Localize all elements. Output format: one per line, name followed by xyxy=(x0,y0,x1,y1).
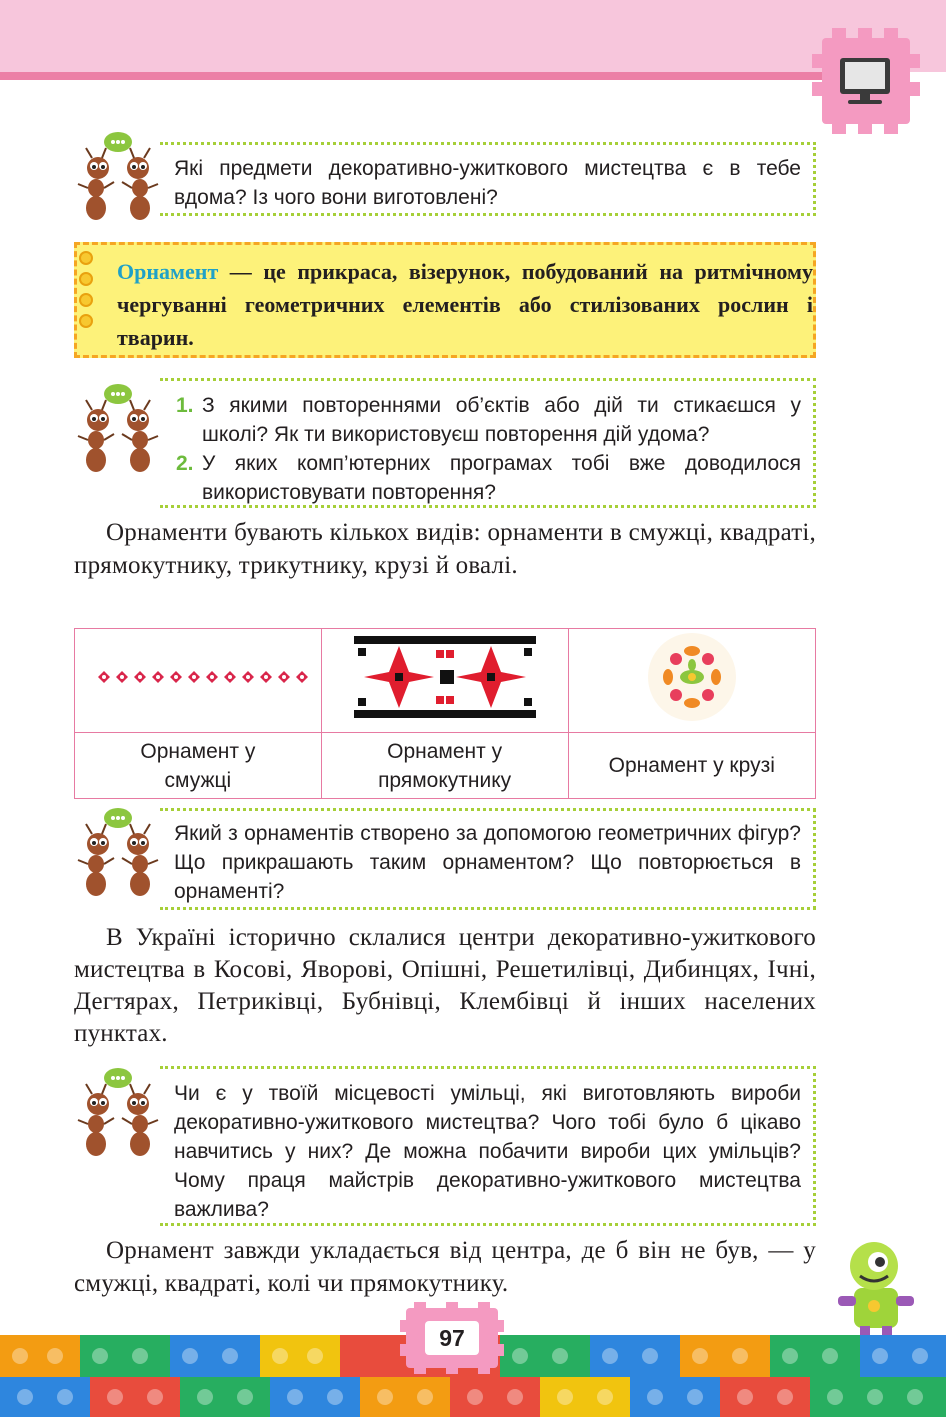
ants-discussion-icon xyxy=(74,808,166,900)
body-paragraph: В Україні історично склалися центри декоративно-ужиткового мистецтва в Косові, Яворові, Опішні, Решетилівці, Дибинцях, Ічні, Дегтярах, Петриківці, Бубнівці, Клембівці й інших населених пунктах. xyxy=(74,924,816,1047)
header-line xyxy=(0,72,840,80)
question-number: 1. xyxy=(176,394,194,417)
question-box-2 xyxy=(160,378,816,508)
question-item xyxy=(176,391,801,449)
question-text: Який з орнаментів створено за допомогою геометричних фігур? Що прикрашають таким орнаментом? Що повторюється в орнаменті? xyxy=(174,822,801,903)
strip-ornament-cell xyxy=(75,629,322,733)
definition-box xyxy=(74,242,816,358)
question-text: Які предмети декоративно-ужиткового мистецтва є в тебе вдома? Із чого вони виготовлені? xyxy=(174,157,801,209)
definition-term: Орнамент xyxy=(117,259,219,284)
ants-discussion-icon xyxy=(74,384,166,476)
question-text: У яких комп’ютерних програмах тобі вже доводилося використовувати повторення? xyxy=(202,452,801,504)
table-caption: Орнамент у крузі xyxy=(568,733,816,799)
question-item xyxy=(176,449,801,507)
definition-body: — це прикраса, візерунок, побудований на ритмічному чергуванні геометричних елементів або стилізованих рослин і тварин. xyxy=(117,259,813,350)
rectangle-ornament-cell xyxy=(321,629,568,733)
monitor-icon xyxy=(812,28,920,134)
body-paragraph: Орнаменти бувають кількох видів: орнаменти в смужці, квадраті, прямокутнику, трикутнику, крузі й овалі. xyxy=(74,519,816,579)
ants-discussion-icon xyxy=(74,132,166,224)
question-box-3 xyxy=(160,808,816,910)
ornament-table xyxy=(74,628,816,799)
body-paragraph: Орнамент завжди укладається від центра, де б він не був, — у смужці, квадраті, колі чи прямокутнику. xyxy=(74,1237,816,1297)
header-band xyxy=(0,0,946,72)
question-box-4 xyxy=(160,1066,816,1226)
robot-mascot xyxy=(820,1240,928,1340)
question-box-1 xyxy=(160,142,816,216)
table-caption: Орнамент у смужці xyxy=(75,733,322,799)
circle-ornament-image xyxy=(646,631,738,723)
circle-ornament-cell xyxy=(568,629,816,733)
strip-ornament-image xyxy=(88,667,308,687)
rectangle-ornament-image xyxy=(354,636,536,718)
table-caption: Орнамент у прямокутнику xyxy=(321,733,568,799)
question-text: З якими повтореннями об’єктів або дій ти стикаєшся у школі? Як ти використовуєш повторення дій удома? xyxy=(202,394,801,446)
page-number: 97 xyxy=(439,1325,465,1351)
question-text: Чи є у твоїй місцевості умільці, які виготовляють вироби декоративно-ужиткового мистецтва? Чого тобі було б цікаво навчитись у них? Де можна побачити вироби цих умільців? Чому праця майстрів декоративно-ужиткового мистецтва важлива? xyxy=(174,1082,801,1221)
ants-discussion-icon xyxy=(74,1068,166,1160)
definition-text xyxy=(117,255,813,354)
decorative-dots xyxy=(79,249,97,335)
question-number: 2. xyxy=(176,452,194,475)
